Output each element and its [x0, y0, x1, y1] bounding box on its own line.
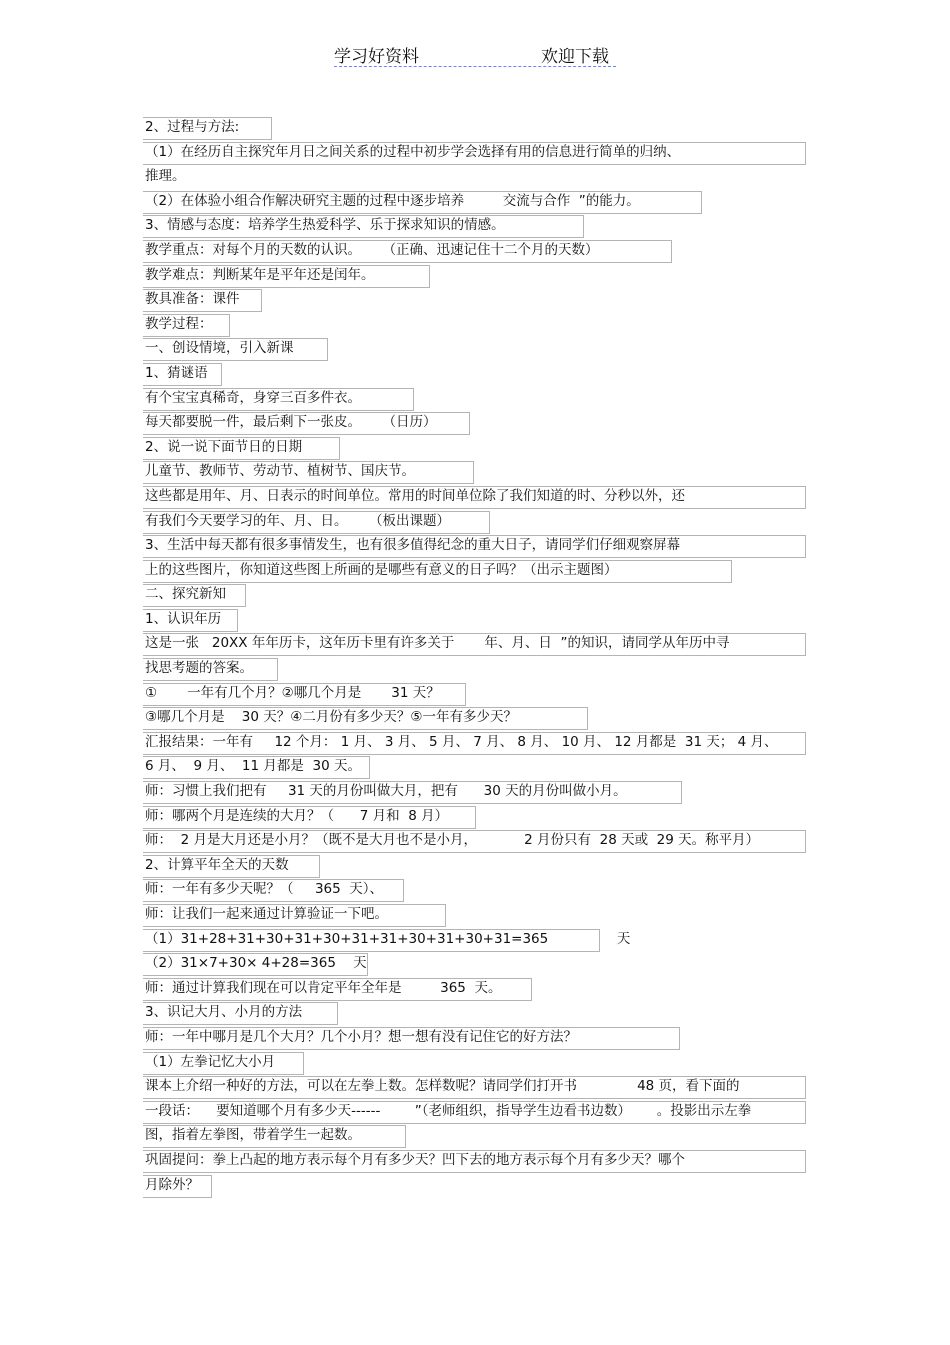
- text-line: [144, 928, 808, 953]
- text-line: [144, 780, 808, 805]
- text-line: [144, 583, 808, 608]
- text-line: [144, 559, 808, 584]
- text-line: [144, 608, 808, 633]
- text-line-content: 2、说一说下面节日的日期: [145, 438, 303, 455]
- text-line: [144, 1001, 808, 1026]
- text-line-content: 有个宝宝真稀奇，身穿三百多件衣。: [145, 389, 361, 406]
- text-line-content: 3、情感与态度：培养学生热爱科学、乐于探求知识的情感。: [145, 217, 505, 234]
- text-line-content: 儿童节、教师节、劳动节、植树节、国庆节。: [145, 463, 415, 480]
- text-line-content: 上的这些图片，你知道这些图上所画的是哪些有意义的日子吗？（出示主题图）: [145, 561, 618, 578]
- text-line: [144, 706, 808, 731]
- text-line-content: 一、创设情境，引入新课: [145, 340, 294, 357]
- text-line-content: 师：一年中哪月是几个大月？几个小月？想一想有没有记住它的好方法？: [145, 1028, 577, 1045]
- text-line: [144, 755, 808, 780]
- text-line: [144, 387, 808, 412]
- text-line-content: 师：哪两个月是连续的大月？（ 7 月和 8 月）: [145, 807, 449, 824]
- text-line-content: 1、认识年历: [145, 610, 222, 627]
- text-line-content: 师：通过计算我们现在可以肯定平年全年是 365 天。: [145, 979, 502, 996]
- text-line-content: 师：让我们一起来通过计算验证一下吧。: [145, 906, 388, 922]
- text-line: [144, 1124, 808, 1149]
- text-line: [144, 632, 808, 657]
- text-line-content: ③哪几个月是 30 天？④二月份有多少天？⑤一年有多少天？: [145, 709, 517, 726]
- text-line-content: 2、计算平年全天的天数: [145, 856, 289, 873]
- document-body: [144, 116, 808, 1198]
- text-line: [144, 436, 808, 461]
- text-line-content: 3、生活中每天都有很多事情发生，也有很多值得纪念的重大日子，请同学们仔细观察屏幕: [145, 537, 681, 554]
- text-line-content: 二、探究新知: [145, 586, 226, 603]
- text-line: [144, 952, 808, 977]
- text-line: [144, 190, 808, 215]
- text-line: [144, 1149, 808, 1174]
- text-line-content: （2）31×7+30× 4+28=365 天: [145, 955, 367, 972]
- text-line-content: 教学难点：判断某年是平年还是闰年。: [145, 266, 375, 283]
- header-right-text: 欢迎下载: [541, 47, 609, 67]
- text-line: [144, 510, 808, 535]
- text-line: [144, 288, 808, 313]
- text-line-content: ① 一年有几个月？②哪几个月是 31 天？: [145, 684, 440, 701]
- text-line: [144, 362, 808, 387]
- text-line: [144, 141, 808, 166]
- text-line-content: 这些都是用年、月、日表示的时间单位。常用的时间单位除了我们知道的时、分秒以外，还: [145, 487, 685, 504]
- text-line-content: 一段话： 要知道哪个月有多少天------ ”（老师组织，指导学生边看书边数） 。投影出示左拳: [145, 1102, 752, 1119]
- text-line: [144, 854, 808, 879]
- header-left-text: 学习好资料: [334, 47, 419, 67]
- text-line: [144, 116, 808, 141]
- text-line-content: 师：习惯上我们把有 31 天的月份叫做大月，把有 30 天的月份叫做小月。: [145, 783, 627, 800]
- text-line: [144, 829, 808, 854]
- text-line-content: 有我们今天要学习的年、月、日。 （板出课题）: [145, 512, 450, 529]
- text-line-content: 3、识记大月、小月的方法: [145, 1004, 303, 1021]
- text-line: [144, 1100, 808, 1125]
- text-line-content: 找思考题的答案。: [145, 660, 253, 677]
- text-line-content: （1）左拳记忆大小月: [145, 1053, 276, 1070]
- text-line: [144, 878, 808, 903]
- text-line-content: 6 月、 9 月、 11 月都是 30 天。: [145, 758, 361, 775]
- text-line: [144, 1075, 808, 1100]
- text-line: [144, 534, 808, 559]
- text-line-content: 2、过程与方法:: [145, 119, 240, 135]
- text-line: [144, 977, 808, 1002]
- text-line-content: 师： 2 月是大月还是小月？（既不是大月也不是小月， 2 月份只有 28 天或 29 天。称平月）: [145, 832, 760, 849]
- text-line-content: 教具准备：课件: [145, 291, 240, 308]
- text-line: [144, 411, 808, 436]
- text-line-content: 师：一年有多少天呢？（ 365 天）、: [145, 881, 384, 898]
- text-line-content: 教学重点：对每个月的天数的认识。 （正确、迅速记住十二个月的天数）: [145, 241, 599, 258]
- text-line: [144, 903, 808, 928]
- text-line: [144, 1026, 808, 1051]
- text-line: [144, 313, 808, 338]
- text-line-content: 月除外？: [145, 1176, 199, 1193]
- text-line: [144, 1051, 808, 1076]
- text-line-content: 课本上介绍一种好的方法，可以在左拳上数。怎样数呢？请同学们打开书 48 页，看下面的: [145, 1078, 740, 1095]
- text-line: [144, 657, 808, 682]
- text-line-content: 巩固提问：拳上凸起的地方表示每个月有多少天？凹下去的地方表示每个月有多少天？哪个: [145, 1151, 685, 1168]
- page-header: [0, 40, 950, 70]
- text-line: [144, 337, 808, 362]
- text-line: [144, 460, 808, 485]
- text-line: [144, 731, 808, 756]
- text-line-content: （2）在体验小组合作解决研究主题的过程中逐步培养 交流与合作 ”的能力。: [145, 192, 640, 209]
- text-line: [144, 165, 808, 190]
- text-line-content: 教学过程：: [145, 315, 213, 332]
- text-line: [144, 805, 808, 830]
- text-line-content: 推理。: [145, 168, 186, 185]
- text-line: [144, 239, 808, 264]
- text-line: [144, 214, 808, 239]
- text-line-content: 图，指着左拳图，带着学生一起数。: [145, 1127, 361, 1144]
- text-line: [144, 682, 808, 707]
- text-line-content: （1）在经历自主探究年月日之间关系的过程中初步学会选择有用的信息进行简单的归纳、: [145, 143, 681, 160]
- text-line-content: 汇报结果：一年有 12 个月： 1 月、 3 月、 5 月、 7 月、 8 月、 10 月、 12 月都是 31 天； 4 月、: [145, 733, 778, 750]
- text-line: [144, 264, 808, 289]
- text-line-content: （1）31+28+31+30+31+30+31+31+30+31+30+31=365 天: [145, 930, 631, 947]
- text-line: [144, 485, 808, 510]
- text-line-content: 这是一张 20XX 年年历卡，这年历卡里有许多关于 年、月、日 ”的知识，请同学从年历中寻: [145, 635, 730, 652]
- text-line: [144, 1174, 808, 1199]
- text-line-content: 1、猜谜语: [145, 364, 208, 381]
- header-dashed-underline: [334, 66, 616, 67]
- text-line-content: 每天都要脱一件，最后剩下一张皮。 （日历）: [145, 414, 437, 431]
